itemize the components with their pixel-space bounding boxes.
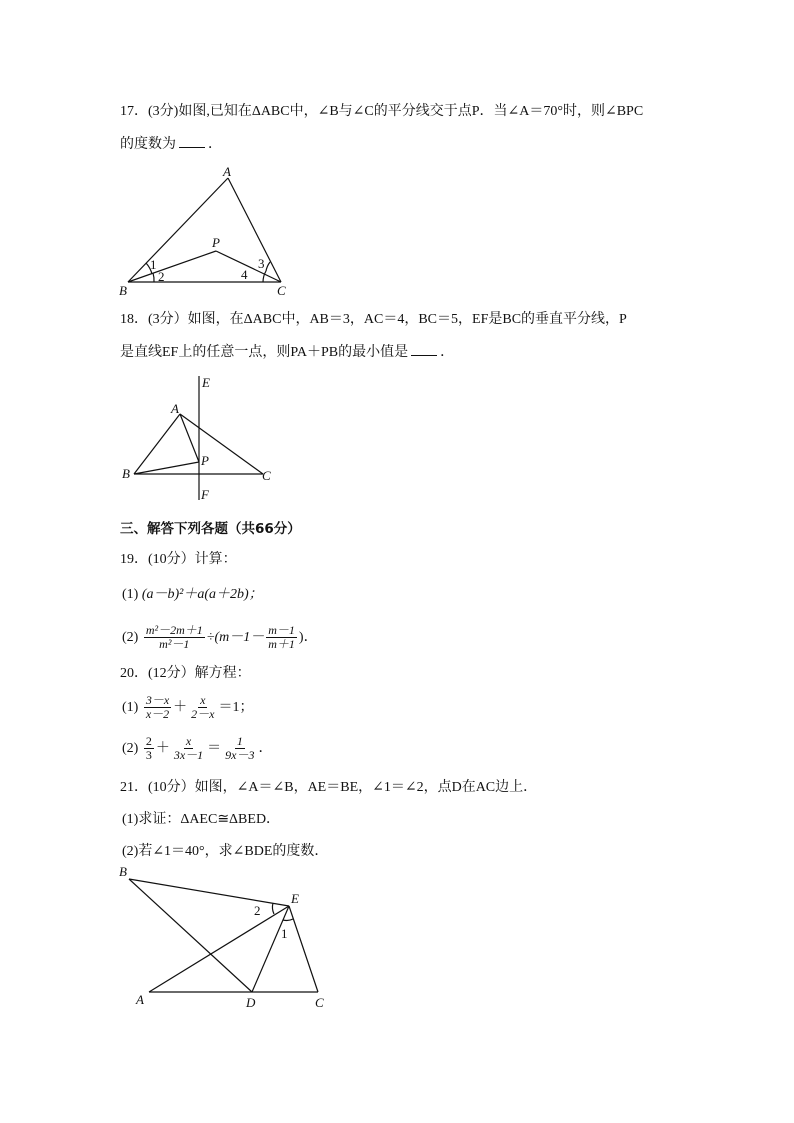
q21-segment-ae: [149, 906, 289, 992]
q19-part2-end: )．: [298, 630, 318, 645]
q20-part2-label: (2): [122, 741, 139, 756]
q17-angle-4: 4: [241, 267, 248, 282]
q21-label-b: B: [119, 864, 127, 879]
q21-arc-2: [272, 903, 274, 914]
q21-arc-1: [283, 919, 293, 920]
q20-part1-f1-den: x－2: [145, 707, 170, 722]
q21-segment-bd: [129, 879, 252, 992]
q17-label-p: P: [212, 235, 220, 250]
q18-text-line1: 18．(3分）如图，在ΔABC中，AB＝3，AC＝4，BC＝5，EF是BC的垂直平分线，P: [120, 312, 627, 327]
q17-text-line2: [120, 135, 222, 154]
q17-angle-3: 3: [258, 256, 265, 271]
q18-prompt: 是直线EF上的任意一点，则PA＋PB的最小值是: [120, 345, 409, 360]
q19-part2-f2-den: m＋1: [268, 637, 295, 652]
q18-figure: [118, 372, 288, 502]
q17-period: ．: [208, 137, 222, 152]
q20-part2-plus: ＋: [155, 741, 170, 756]
q20-part1-f2-num: x: [200, 693, 206, 708]
q19-part2-label: (2): [122, 630, 139, 645]
q20-part2-f1-num: 2: [145, 734, 152, 749]
q20-part2-fraction2: [172, 735, 205, 762]
q20-part2-end: ．: [258, 741, 273, 756]
q19-part2-f2-num: m－1: [268, 623, 295, 638]
q19-part2-f1-den: m²－1: [159, 637, 190, 652]
q17-text-line1: 17．(3分)如图,已知在ΔABC中，∠B与∠C的平分线交于点P．当∠A＝70°时，则∠BPC: [120, 104, 644, 119]
q18-label-c: C: [262, 468, 271, 483]
q19-part2-fraction2: [266, 624, 297, 651]
q21-angle-1: 1: [281, 926, 288, 941]
q20-part1-fraction2: [189, 694, 216, 721]
q18-label-p: P: [201, 453, 209, 468]
q17-answer-blank: [179, 135, 205, 148]
q18-period: ．: [440, 345, 455, 360]
q17-segment-bp: [128, 251, 216, 282]
q20-part2: [122, 731, 272, 767]
q20-part2-fraction1: [144, 735, 154, 762]
q20-part2-eq: ＝: [207, 741, 222, 756]
q21-label-d: D: [246, 995, 256, 1010]
q19-part1-label: (1): [122, 587, 139, 602]
q20-part1-end: ＝1；: [218, 700, 254, 715]
q18-label-a: A: [171, 401, 179, 416]
q17-angle-1: 1: [150, 257, 157, 272]
q19-part2-fraction1: [144, 624, 205, 651]
q21-label-e: E: [291, 891, 299, 906]
q20-part2-f1-den: 3: [145, 748, 152, 763]
q20-part1-f2-den: 2－x: [191, 707, 215, 722]
q19-title: 19．(10分）计算：: [120, 552, 237, 567]
q17-arc-c: [266, 262, 270, 271]
q20-title: 20．(12分）解方程：: [120, 666, 251, 681]
q17-prompt: 的度数为: [120, 137, 176, 152]
q20-part2-f3-den: 9x－3: [225, 748, 255, 763]
q21-segment-ce: [289, 906, 318, 992]
q20-part2-f2-num: x: [185, 734, 192, 749]
q20-part1: [122, 690, 253, 726]
q20-part1-label: (1): [122, 700, 139, 715]
q17-angle-2: 2: [158, 269, 165, 284]
q17-side-ac: [228, 178, 281, 282]
q21-label-a: A: [136, 992, 144, 1007]
q17-segment-cp: [216, 251, 281, 282]
q21-segment-be: [129, 879, 289, 906]
q21-part1: (1)求证：ΔAEC≅ΔBED．: [122, 812, 281, 827]
q21-label-c: C: [315, 995, 324, 1010]
q18-text-line2: [120, 343, 454, 362]
q17-label-a: A: [223, 164, 231, 179]
q17-arc-b2: [153, 273, 154, 282]
q20-part2-f2-den: 3x－1: [173, 748, 204, 763]
q21-text-line1: 21．(10分）如图，∠A＝∠B，AE＝BE，∠1＝∠2，点D在AC边上．: [120, 780, 538, 795]
q19-part1-expr: (a－b)²＋a(a＋2b)；: [141, 587, 263, 602]
q20-part1-plus: ＋: [173, 700, 188, 715]
q17-label-b: B: [119, 283, 127, 298]
q21-figure: [118, 862, 338, 1012]
q20-part2-fraction3: [223, 735, 256, 762]
q21-angle-2: 2: [254, 903, 261, 918]
q21-segment-de: [252, 906, 289, 992]
q17-arc-c2: [263, 271, 266, 282]
q19-part1: [122, 586, 263, 604]
q17-figure: [115, 164, 295, 298]
q19-part2: [122, 620, 318, 656]
q17-label-c: C: [277, 283, 286, 298]
q21-part2: (2)若∠1＝40°，求∠BDE的度数．: [122, 844, 329, 859]
q20-part1-f1-num: 3－x: [145, 693, 170, 708]
q18-label-f: F: [201, 487, 209, 502]
q18-label-e: E: [202, 375, 210, 390]
section-heading: 三、解答下列各题（共66分）: [120, 521, 301, 537]
q20-part2-f3-num: 1: [236, 734, 243, 749]
q18-label-b: B: [122, 466, 130, 481]
q18-segment-bp: [134, 462, 199, 474]
q19-part2-mid: ÷(m－1－: [206, 630, 265, 645]
q18-side-ab: [134, 414, 180, 474]
q18-answer-blank: [411, 343, 437, 356]
q20-part1-fraction1: [144, 694, 171, 721]
q17-side-ab: [128, 178, 228, 282]
q19-part2-f1-num: m²－2m＋1: [145, 623, 203, 638]
